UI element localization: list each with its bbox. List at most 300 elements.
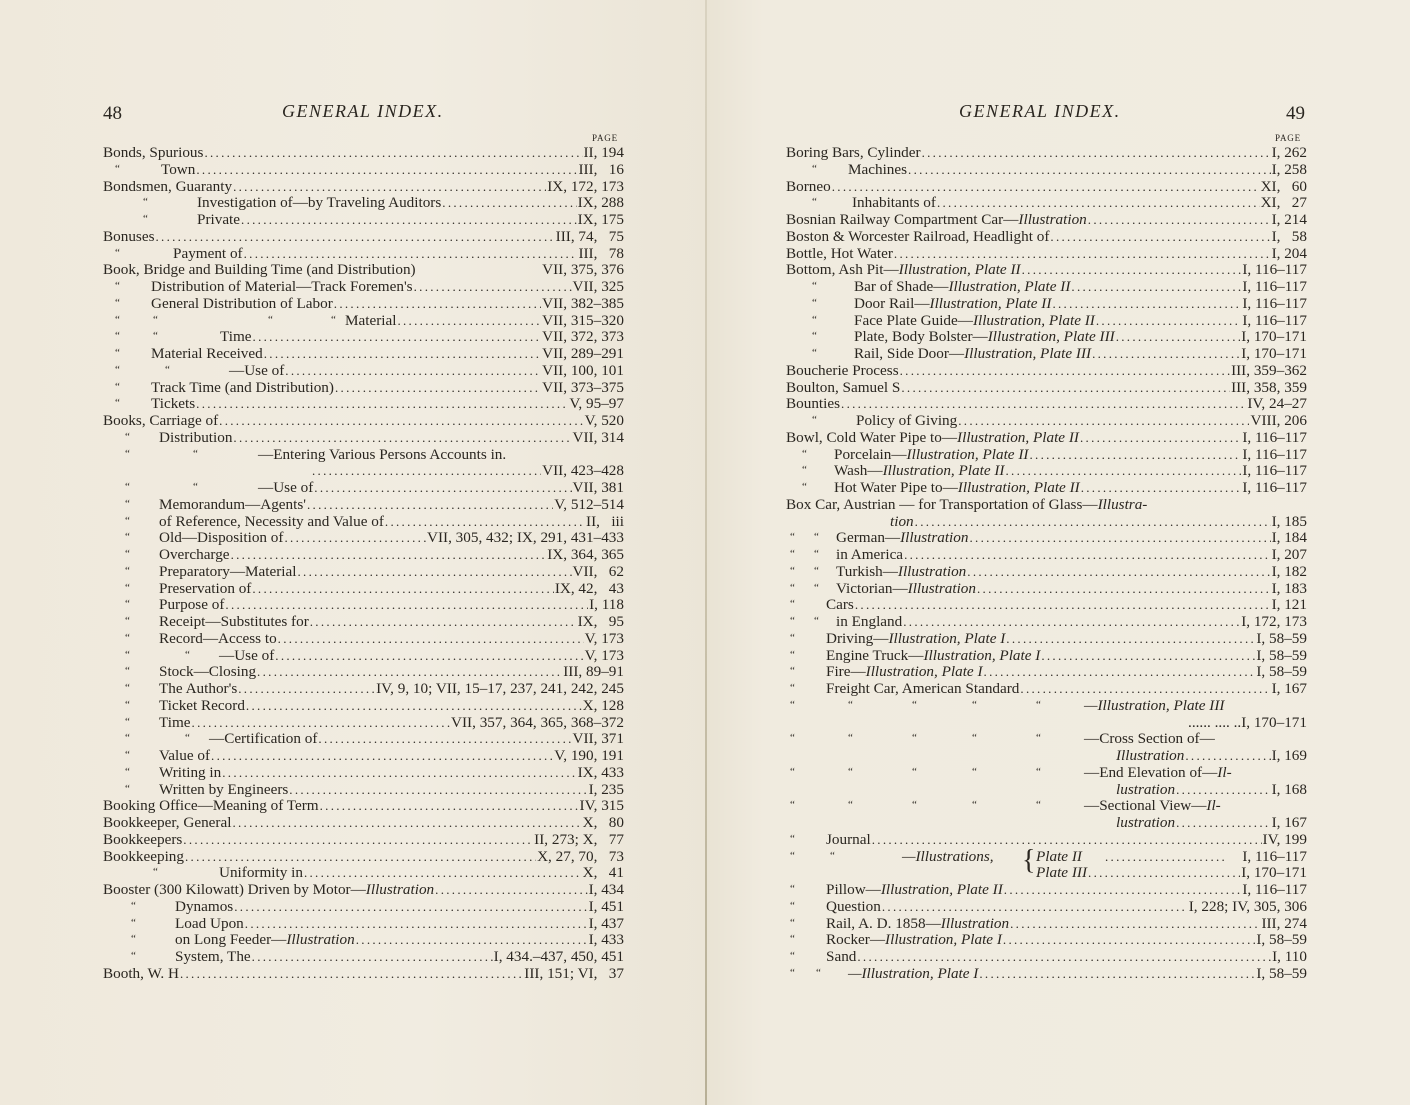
index-entry [103, 379, 624, 396]
entry-heading: —Illustrations, [902, 847, 994, 865]
page-reference: XI, 27 [1260, 194, 1307, 212]
page-reference: I, 235 [588, 780, 624, 798]
entry-heading: Time [159, 713, 191, 731]
page-reference: I, 116–117 [1242, 462, 1307, 480]
page-reference: VII, 62 [572, 562, 624, 580]
index-entry [103, 395, 624, 412]
entry-heading: —Certification of [209, 730, 318, 748]
index-entry [786, 580, 1307, 597]
dot-leader [958, 412, 1249, 429]
ditto-mark: “ [125, 765, 130, 778]
page-reference: I, 116–117 [1242, 881, 1307, 898]
ditto-mark: “ [790, 883, 795, 895]
ditto-mark: “ [115, 246, 120, 259]
index-entry [786, 529, 1307, 546]
page-reference: VII, 314 [572, 428, 624, 446]
ditto-mark: “ [125, 497, 130, 510]
index-entry [786, 546, 1307, 563]
dot-leader [1081, 479, 1242, 496]
index-entry [103, 814, 624, 831]
index-entry [786, 948, 1307, 965]
page-reference: IV, 315 [579, 797, 624, 815]
ditto-mark: “ [131, 899, 136, 912]
page-reference: I, 262 [1271, 144, 1307, 161]
ditto-mark: “ [125, 548, 130, 560]
ditto-mark: “ [790, 950, 795, 962]
dot-leader [310, 613, 577, 630]
dot-leader [1176, 781, 1270, 798]
page-reference: I, 116–117 [1242, 428, 1307, 446]
ditto-mark: “ [790, 849, 795, 862]
index-entry [786, 513, 1307, 530]
entry-heading: Bottom, Ash Pit—Illustration, Plate II [786, 261, 1021, 279]
entry-heading: Boring Bars, Cylinder [786, 144, 921, 161]
ditto-mark: “ [790, 832, 795, 845]
entry-heading: Distribution of Material—Track Foremen's [151, 278, 413, 295]
dot-leader [397, 312, 541, 329]
page-reference: X, 41 [582, 864, 624, 882]
dot-leader [264, 345, 541, 362]
page-reference: VII, 357, 364, 365, 368–372 [451, 713, 624, 731]
dot-leader [872, 831, 1262, 848]
ditto-mark: “ [790, 899, 795, 912]
page-reference: IV, 24–27 [1247, 395, 1307, 413]
entry-heading: on Long Feeder—Illustration [175, 931, 355, 949]
index-entry [786, 228, 1307, 245]
entry-heading: Bonuses [103, 227, 155, 245]
index-entry [786, 362, 1307, 379]
page-reference: I, 183 [1271, 579, 1307, 597]
ditto-mark: “ [125, 581, 130, 594]
ditto-mark: “ [115, 296, 120, 309]
index-entry [103, 781, 624, 798]
dot-leader [219, 412, 583, 429]
index-entry [103, 747, 624, 764]
index-entry [786, 881, 1307, 898]
ditto-mark: “ [165, 363, 170, 376]
dot-leader [1080, 429, 1241, 446]
right-page [707, 0, 1410, 1105]
ditto-mark: “ [790, 682, 795, 694]
entry-heading: Freight Car, American Standard [826, 680, 1020, 697]
dot-leader [285, 362, 541, 379]
index-entry [103, 848, 624, 865]
page-reference: VII, 325 [572, 278, 624, 295]
dot-leader [855, 596, 1271, 613]
dot-leader [183, 831, 533, 848]
index-entry [786, 864, 1307, 881]
entry-heading: The Author's [159, 680, 238, 697]
page-reference: IX, 95 [577, 613, 624, 630]
ditto-mark: “ [790, 581, 795, 594]
page-column-label: PAGE [1275, 133, 1301, 143]
entry-heading: Written by Engineers [159, 780, 289, 798]
entry-heading: Old—Disposition of [159, 529, 284, 547]
dot-leader [192, 714, 451, 731]
ditto-mark: “ [812, 313, 817, 326]
ditto-mark: “ [790, 966, 795, 979]
page-reference: VII, 375, 376 [542, 261, 624, 279]
dot-leader [901, 379, 1230, 396]
dot-leader [1010, 915, 1260, 932]
page-reference: I, 207 [1271, 546, 1307, 563]
entry-heading: Question [826, 897, 881, 915]
page-reference: V, 95–97 [569, 395, 624, 413]
dot-leader [225, 596, 588, 613]
ditto-mark: “ [143, 196, 148, 209]
ditto-mark: “ [814, 531, 819, 544]
page-reference: I, 116–117 [1242, 847, 1307, 865]
page-reference: VII, 382–385 [542, 294, 624, 312]
dot-leader [1041, 647, 1255, 664]
dot-leader [204, 144, 582, 161]
ditto-mark: “ [153, 330, 158, 343]
ditto-mark: “ [814, 564, 819, 577]
page-reference: VIII, 206 [1250, 412, 1307, 429]
ditto-mark: “ [814, 548, 819, 560]
entry-heading: in England [836, 613, 903, 630]
dot-leader [314, 479, 571, 496]
dot-leader [1003, 931, 1255, 948]
dot-leader [320, 797, 579, 814]
entry-heading: Bookkeepers [103, 830, 183, 848]
page-reference: I, 168 [1271, 780, 1307, 798]
ditto-mark: “ [125, 749, 130, 761]
page-reference: I, 434 [588, 881, 624, 898]
page-reference: I, 116–117 [1242, 479, 1307, 496]
index-entry [103, 496, 624, 513]
ditto-mark: “ [1036, 698, 1041, 711]
index-entry [786, 245, 1307, 262]
entry-heading: —Use of [219, 646, 275, 664]
ditto-mark: “ [812, 347, 817, 359]
page-reference: I, 170–171 [1241, 345, 1307, 362]
ditto-mark: “ [790, 648, 795, 661]
page-reference: V, 173 [584, 629, 624, 647]
ditto-mark: “ [812, 330, 817, 343]
page-reference: I, 58–59 [1256, 663, 1307, 681]
index-entry [103, 261, 624, 278]
page-reference: IX, 288 [577, 194, 624, 212]
page-reference: II, 273; X, 77 [534, 830, 624, 848]
ditto-mark: “ [814, 615, 819, 627]
ditto-mark: “ [790, 799, 795, 812]
dot-leader [903, 613, 1240, 630]
dot-leader [969, 529, 1270, 546]
index-entry [786, 211, 1307, 228]
ditto-mark: “ [790, 732, 795, 745]
dot-leader [1105, 848, 1224, 865]
dot-leader [1092, 345, 1240, 362]
page-reference: I, 116–117 [1242, 445, 1307, 463]
entry-heading: —Sectional View—Il- [1084, 797, 1221, 815]
index-entry [786, 915, 1307, 932]
index-entry [786, 328, 1307, 345]
ditto-mark: “ [268, 313, 273, 326]
entry-heading: —Illustration, Plate III [1084, 696, 1225, 714]
page-number: 49 [1286, 103, 1305, 124]
index-entry [786, 714, 1307, 731]
entry-heading: Value of [159, 747, 211, 764]
index-entry [103, 697, 624, 714]
index-entry [103, 898, 624, 915]
index-entry [786, 747, 1307, 764]
page-reference: VII, 315–320 [542, 311, 624, 329]
dot-leader [900, 362, 1230, 379]
ditto-mark: “ [193, 447, 198, 460]
dot-leader [244, 245, 578, 262]
entry-heading: Load Upon [175, 914, 244, 932]
page-reference: I, 116–117 [1242, 294, 1307, 312]
index-entry [786, 412, 1307, 429]
dot-leader [922, 144, 1271, 161]
entry-heading: Driving—Illustration, Plate I [826, 629, 1006, 647]
ditto-mark: “ [125, 447, 130, 460]
page-reference: I, 185 [1271, 512, 1307, 530]
index-entry [786, 898, 1307, 915]
page-reference: I, 167 [1271, 814, 1307, 831]
dot-leader [977, 580, 1271, 597]
index-entry [786, 345, 1307, 362]
dot-leader [335, 379, 541, 396]
page-reference: I, 214 [1271, 211, 1307, 228]
entry-heading: Booster (300 Kilowatt) Driven by Motor—Illustration [103, 881, 435, 898]
index-entry [786, 278, 1307, 295]
page-reference: III, 74, 75 [555, 227, 624, 245]
page-reference: I, 184 [1271, 529, 1307, 547]
entry-heading: Inhabitants of [852, 194, 936, 212]
index-entry [103, 412, 624, 429]
index-entry [103, 680, 624, 697]
dot-leader [915, 513, 1271, 530]
dot-leader [894, 245, 1271, 262]
entry-heading: Plate, Body Bolster—Illustration, Plate III [854, 328, 1115, 346]
entry-heading: Rail, Side Door—Illustration, Plate III [854, 345, 1092, 362]
dot-leader [180, 965, 523, 982]
index-entry [103, 647, 624, 664]
entry-heading: Wash—Illustration, Plate II [834, 462, 1005, 480]
index-entry [786, 261, 1307, 278]
entry-heading: in America [836, 546, 904, 563]
page-reference: I, 58–59 [1256, 931, 1307, 949]
dot-leader [307, 496, 553, 513]
dot-leader [233, 429, 571, 446]
entry-heading: Bounties [786, 395, 841, 413]
page-reference: I, 434.–437, 450, 451 [493, 948, 624, 965]
dot-leader [908, 161, 1271, 178]
dot-leader [196, 161, 577, 178]
index-entry [786, 965, 1307, 982]
index-entry [103, 596, 624, 613]
index-entry [103, 948, 624, 965]
index-entry [786, 161, 1307, 178]
index-entry [103, 563, 624, 580]
entry-heading: Machines [848, 160, 908, 178]
index-entry [103, 211, 624, 228]
page-reference: I, 228; IV, 305, 306 [1188, 897, 1307, 915]
dot-leader [385, 513, 585, 530]
index-entry [786, 446, 1307, 463]
page-reference: ...... .... ..I, 170–171 [1188, 713, 1307, 731]
dot-leader [414, 278, 572, 295]
entry-heading: —Illustration, Plate I [848, 964, 979, 982]
ditto-mark: “ [125, 648, 130, 661]
page-reference: VII, 373–375 [542, 378, 624, 396]
page-reference: V, 190, 191 [554, 747, 624, 764]
entry-heading: Bottle, Hot Water [786, 244, 893, 262]
index-entry [786, 496, 1307, 513]
dot-leader [334, 295, 541, 312]
entry-heading: Borneo [786, 177, 831, 195]
index-entry [103, 580, 624, 597]
ditto-mark: “ [972, 698, 977, 711]
entry-heading: Illustration [1116, 747, 1185, 764]
index-entry [103, 797, 624, 814]
brace: { [1022, 844, 1036, 876]
page-reference: I, 58–59 [1256, 646, 1307, 664]
page-reference: VII, 381 [572, 479, 624, 496]
dot-leader [841, 395, 1246, 412]
ditto-mark: “ [131, 950, 136, 962]
page-reference: I, 116–117 [1242, 261, 1307, 279]
page-reference: IX, 42, 43 [554, 579, 624, 597]
entry-heading: Payment of [173, 244, 243, 262]
index-entry [103, 931, 624, 948]
page-reference: I, 437 [588, 914, 624, 932]
dot-leader [1071, 278, 1241, 295]
dot-leader [1052, 295, 1241, 312]
entry-heading: Booking Office—Meaning of Term [103, 797, 319, 815]
dot-leader [233, 178, 546, 195]
index-entry [786, 563, 1307, 580]
dot-leader [234, 898, 587, 915]
entry-heading: Hot Water Pipe to—Illustration, Plate II [834, 479, 1080, 496]
index-entry [103, 295, 624, 312]
dot-leader [979, 965, 1255, 982]
entry-heading: Booth, W. H [103, 964, 179, 982]
page-reference: IV, 9, 10; VII, 15–17, 237, 241, 242, 245 [376, 680, 624, 697]
entry-heading: Distribution [159, 428, 233, 446]
page-reference: I, 258 [1271, 160, 1307, 178]
page-reference: I, 204 [1271, 244, 1307, 262]
entry-heading: tion [890, 512, 914, 530]
page-reference: X, 80 [582, 814, 624, 831]
index-entry [786, 379, 1307, 396]
ditto-mark: “ [790, 531, 795, 544]
dot-leader [318, 730, 571, 747]
ditto-mark: “ [185, 648, 190, 661]
ditto-mark: “ [193, 481, 198, 493]
entry-heading: Turkish—Illustration [836, 562, 967, 580]
page-column-label: PAGE [592, 133, 618, 143]
dot-leader [278, 630, 584, 647]
index-entry [786, 462, 1307, 479]
entry-heading: German—Illustration [836, 529, 969, 547]
entry-heading: Porcelain—Illustration, Plate II [834, 445, 1029, 463]
ditto-mark: “ [790, 564, 795, 577]
ditto-mark: “ [1036, 799, 1041, 812]
page-reference: III, 89–91 [563, 663, 624, 681]
dot-leader [1176, 814, 1270, 831]
index-entry [103, 864, 624, 881]
dot-leader [1005, 462, 1241, 479]
dot-leader [238, 680, 375, 697]
ditto-mark: “ [125, 598, 130, 611]
dot-leader [1050, 228, 1270, 245]
dot-leader [1088, 864, 1240, 881]
entry-heading: Investigation of—by Traveling Auditors [197, 194, 442, 212]
ditto-mark: “ [115, 313, 120, 326]
dot-leader [967, 563, 1270, 580]
ditto-mark: “ [812, 196, 817, 209]
dot-leader [304, 864, 582, 881]
index-entry [103, 312, 624, 329]
entry-heading: Bar of Shade—Illustration, Plate II [854, 278, 1071, 295]
entry-heading: —Entering Various Persons Accounts in. [258, 445, 507, 463]
index-entry [786, 312, 1307, 329]
page-reference: I, 116–117 [1242, 311, 1307, 329]
dot-leader [275, 647, 583, 664]
running-head: GENERAL INDEX. [959, 101, 1121, 121]
ditto-mark: “ [125, 430, 130, 443]
page-reference: III, 78 [578, 244, 624, 262]
index-entry [103, 178, 624, 195]
entry-heading: Boston & Worcester Railroad, Headlight of [786, 227, 1050, 245]
ditto-mark: “ [790, 598, 795, 611]
dot-leader [1116, 328, 1240, 345]
entry-heading: Bonds, Spurious [103, 144, 204, 161]
index-entry [786, 697, 1307, 714]
dot-leader [211, 747, 553, 764]
page-reference: VII, 372, 373 [542, 328, 624, 346]
dot-leader [155, 228, 554, 245]
index-entry [103, 345, 624, 362]
entry-heading: Door Rail—Illustration, Plate II [854, 294, 1052, 312]
page-reference: VII, 305, 432; IX, 291, 431–433 [427, 529, 624, 547]
ditto-mark: “ [790, 698, 795, 711]
ditto-mark: “ [125, 698, 130, 711]
ditto-mark: “ [125, 782, 130, 795]
index-entry [786, 630, 1307, 647]
ditto-mark: “ [802, 447, 807, 460]
dot-leader [231, 546, 547, 563]
index-entry [103, 228, 624, 245]
entry-heading: Journal [826, 830, 871, 848]
index-entry [103, 362, 624, 379]
ditto-mark: “ [331, 313, 336, 326]
entry-heading: Overcharge [159, 546, 230, 563]
entry-heading: Time [220, 328, 252, 346]
ditto-mark: “ [115, 397, 120, 410]
index-entry [103, 161, 624, 178]
ditto-mark: “ [790, 665, 795, 678]
entry-heading: —Use of [229, 361, 285, 379]
dot-leader [1029, 446, 1241, 463]
page-reference: XI, 60 [1260, 177, 1307, 195]
index-entry [786, 295, 1307, 312]
index-entry [103, 245, 624, 262]
dot-leader [222, 764, 576, 781]
page-reference: I, 167 [1271, 680, 1307, 697]
page-reference: III, 359–362 [1231, 361, 1307, 379]
dot-leader [1022, 261, 1242, 278]
index-entry [786, 797, 1307, 814]
entry-heading: Uniformity in [219, 864, 303, 882]
ditto-mark: “ [115, 380, 120, 393]
ditto-mark: “ [848, 732, 853, 745]
entry-heading: Writing in [159, 763, 222, 781]
page-reference: I, 451 [588, 897, 624, 915]
